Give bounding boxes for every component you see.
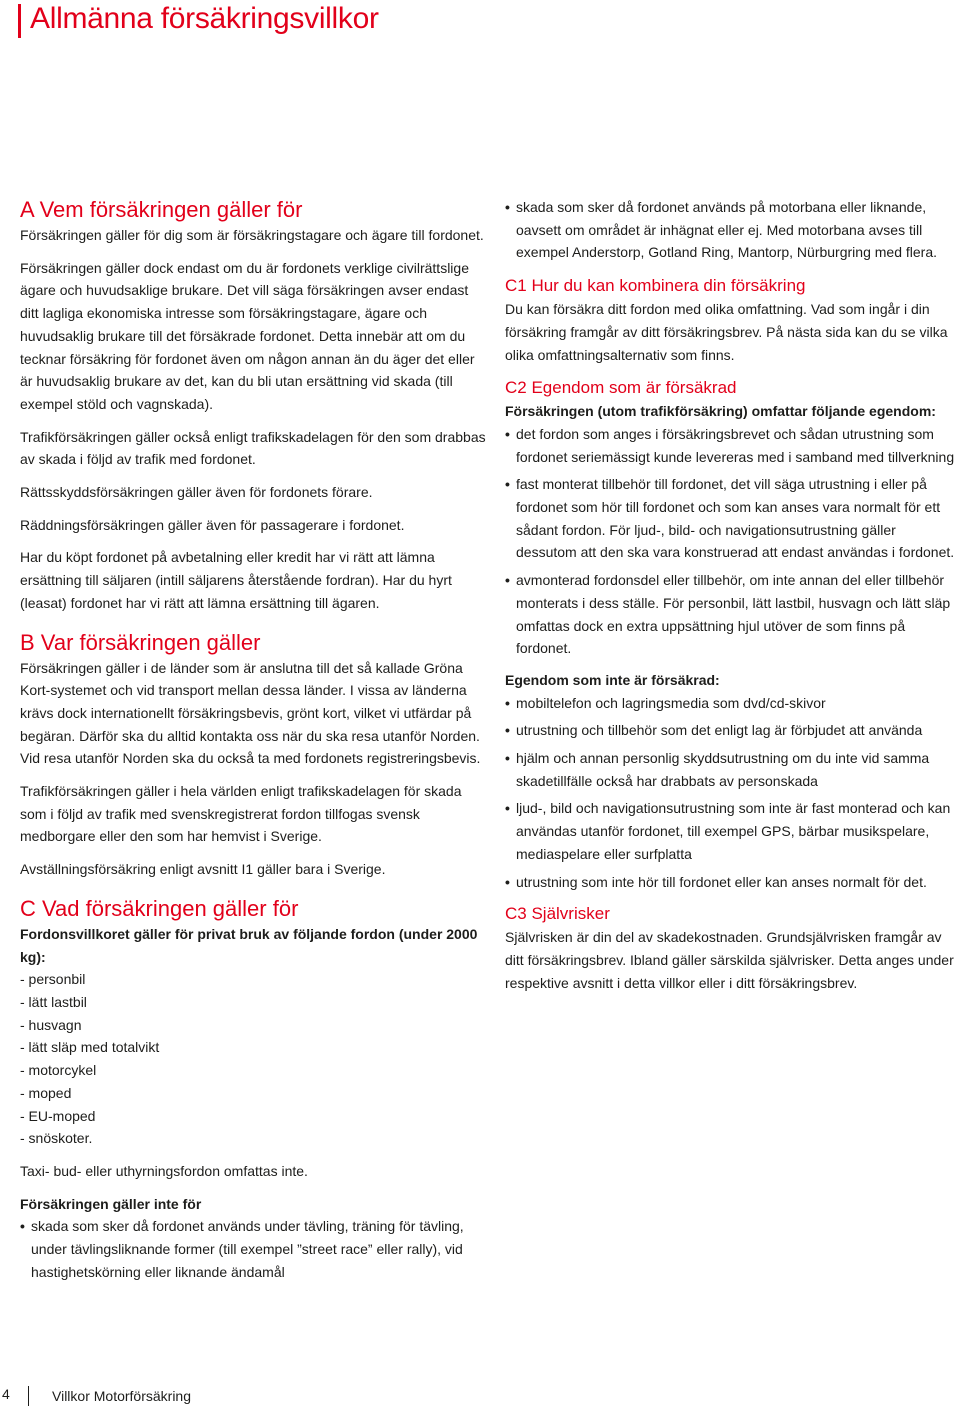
- not-covered-list: [20, 1215, 488, 1283]
- section-b-heading: B Var försäkringen gäller: [20, 629, 261, 655]
- section-a-heading: A Vem försäkringen gäller för: [20, 197, 303, 222]
- list-item: • fast monterat tillbehör till fordonet, det vill säga utrustning i eller på fordonet som hör till fordonet och som kan anses vara normalt för ett sådant fordon. För ljud-, bild- och navigationsutrustning gäller dessutom att den ska vara konstruerad att endast användas i fordonet.: [505, 473, 955, 564]
- section-b-p1: Försäkringen gäller i de länder som är anslutna till det så kallade Gröna Kort-systemet och vid transport mellan dessa länder. I vissa av länderna krävs dock internationellt försäkringsbevis, grönt kort, vilket vi utfärdar på begäran. Därför ska du alltid kontakta oss när du ska resa utanför Norden. Vid resa utanför Norden ska du också ta med fordonets registreringsbevis.: [20, 659, 481, 767]
- list-item: - personbil: [20, 971, 86, 988]
- title-accent-bar: [18, 4, 21, 38]
- section-b-p3: Avställningsförsäkring enligt avsnitt I1 gäller bara i Sverige.: [20, 861, 386, 878]
- section-c-taxi: Taxi- bud- eller uthyrningsfordon omfattas inte.: [20, 1162, 308, 1179]
- list-item: • hjälm och annan personlig skyddsutrustning om du inte vid samma skadetillfälle också har drabbats av personskada: [505, 747, 955, 792]
- section-c-not-heading: Försäkringen gäller inte för: [20, 1195, 202, 1212]
- c1-text: Du kan försäkra ditt fordon med olika omfattning. Vad som ingår i din försäkring framgår av ditt försäkringsbrev. På nästa sida kan du se vilka olika omfattningsalternativ som finns.: [505, 301, 948, 363]
- list-item: - snöskoter.: [20, 1130, 93, 1147]
- c3-text: Självrisken är din del av skadekostnaden. Grundsjälvrisken framgår av ditt försäkringsbrev. Ibland gäller särskilda självrisker. Detta anges under respektive avsnitt i detta villkor eller i ditt försäkringsbrev.: [505, 929, 954, 991]
- left-column: [20, 196, 488, 1283]
- section-a-p3: Trafikförsäkringen gäller också enligt trafikskadelagen för den som drabbas av skada i följd av trafik med fordonet.: [20, 428, 486, 468]
- c3-heading: C3 Självrisker: [505, 904, 610, 924]
- list-item: • skada som sker då fordonet används under tävling, träning för tävling, under tävlingsliknande former (till exempel ”street race” eller rally), vid hastighetskörning eller liknande ändamål: [20, 1215, 488, 1283]
- section-a-p5: Räddningsförsäkringen gäller även för passagerare i fordonet.: [20, 516, 405, 533]
- section-a-p1: Försäkringen gäller för dig som är försäkringstagare och ägare till fordonet.: [20, 227, 484, 243]
- list-item: • skada som sker då fordonet används på motorbana eller liknande, oavsett om området är inhägnat eller ej. Med motorbana avses till exempel Anderstorp, Gotland Ring, Mantorp, Nürburgring med flera.: [505, 196, 955, 264]
- list-item: • ljud-, bild och navigationsutrustning som inte är fast monterad och kan användas utanför fordonet, till exempel GPS, bärbar musikspelare, mediaspelare eller surfplatta: [505, 797, 955, 865]
- c2-heading: C2 Egendom som är försäkrad: [505, 378, 737, 398]
- footer-divider: [28, 1386, 29, 1406]
- section-a-p4: Rättsskyddsförsäkringen gäller även för fordonets förare.: [20, 484, 373, 501]
- list-item: • utrustning som inte hör till fordonet eller kan anses normalt för det.: [505, 871, 955, 894]
- list-item: - lätt lastbil: [20, 993, 87, 1010]
- c1-heading: C1 Hur du kan kombinera din försäkring: [505, 276, 806, 296]
- list-item: - lätt släp med totalvikt: [20, 1039, 160, 1056]
- vehicle-list: [20, 968, 488, 1150]
- footer-title: Villkor Motorförsäkring: [52, 1388, 192, 1404]
- right-column: [505, 196, 955, 994]
- section-a-p6: Har du köpt fordonet på avbetalning eller kredit har vi rätt att lämna ersättning till säljaren (intill säljarens återstående fordran). Har du hyrt (leasat) fordonet har vi rätt att lämna ersättning till ägaren.: [20, 549, 452, 611]
- c2-not-heading: Egendom som inte är försäkrad:: [505, 671, 720, 688]
- c2-intro: Försäkringen (utom trafikförsäkring) omfattar följande egendom:: [505, 403, 936, 420]
- uninsured-property-list: [505, 692, 955, 894]
- list-item: - husvagn: [20, 1016, 82, 1033]
- section-b-p2: Trafikförsäkringen gäller i hela världen enligt trafikskadelagen för skada som i följd av trafik med svenskregistrerat fordon tillfogas svensk medborgare eller den som har hemvist i Sverige.: [20, 783, 462, 845]
- insured-property-list: [505, 423, 955, 660]
- list-item: • mobiltelefon och lagringsmedia som dvd/cd-skivor: [505, 692, 955, 715]
- not-covered-list-cont: [505, 196, 955, 264]
- list-item: • avmonterad fordonsdel eller tillbehör, om inte annan del eller tillbehör monterats i dess ställe. För personbil, lätt lastbil, husvagn och lätt släp omfattas dock en extra uppsättning hjul utöver de som finns på fordonet.: [505, 569, 955, 660]
- list-item: - moped: [20, 1084, 72, 1101]
- page-number: 4: [2, 1386, 10, 1402]
- list-item: • utrustning och tillbehör som det enligt lag är förbjudet att använda: [505, 719, 955, 742]
- section-c-intro: Fordonsvillkoret gäller för privat bruk av följande fordon (under 2000 kg):: [20, 925, 478, 965]
- section-a-p2: Försäkringen gäller dock endast om du är fordonets verklige civilrättslige ägare och huvudsaklige brukare. Det vill säga försäkringen avser endast ditt lagliga ekonomiska intresse som försäkringstagare, ägare och huvudsaklig brukare till det försäkrade fordonet. Detta innebär att om du tecknar försäkring för fordonet även om någon annan än du äger det eller är huvudsaklig brukare av det, kan du bli utan ersättning vid skada (till exempel stöld och vagnskada).: [20, 259, 475, 412]
- list-item: - EU-moped: [20, 1107, 96, 1124]
- list-item: - motorcykel: [20, 1062, 97, 1079]
- page-title: Allmänna försäkringsvillkor: [30, 2, 379, 35]
- list-item: • det fordon som anges i försäkringsbrevet och sådan utrustning som fordonet seriemässigt kunde levereras med i samband med tillverkning: [505, 423, 955, 468]
- section-c-heading: C Vad försäkringen gäller för: [20, 895, 299, 921]
